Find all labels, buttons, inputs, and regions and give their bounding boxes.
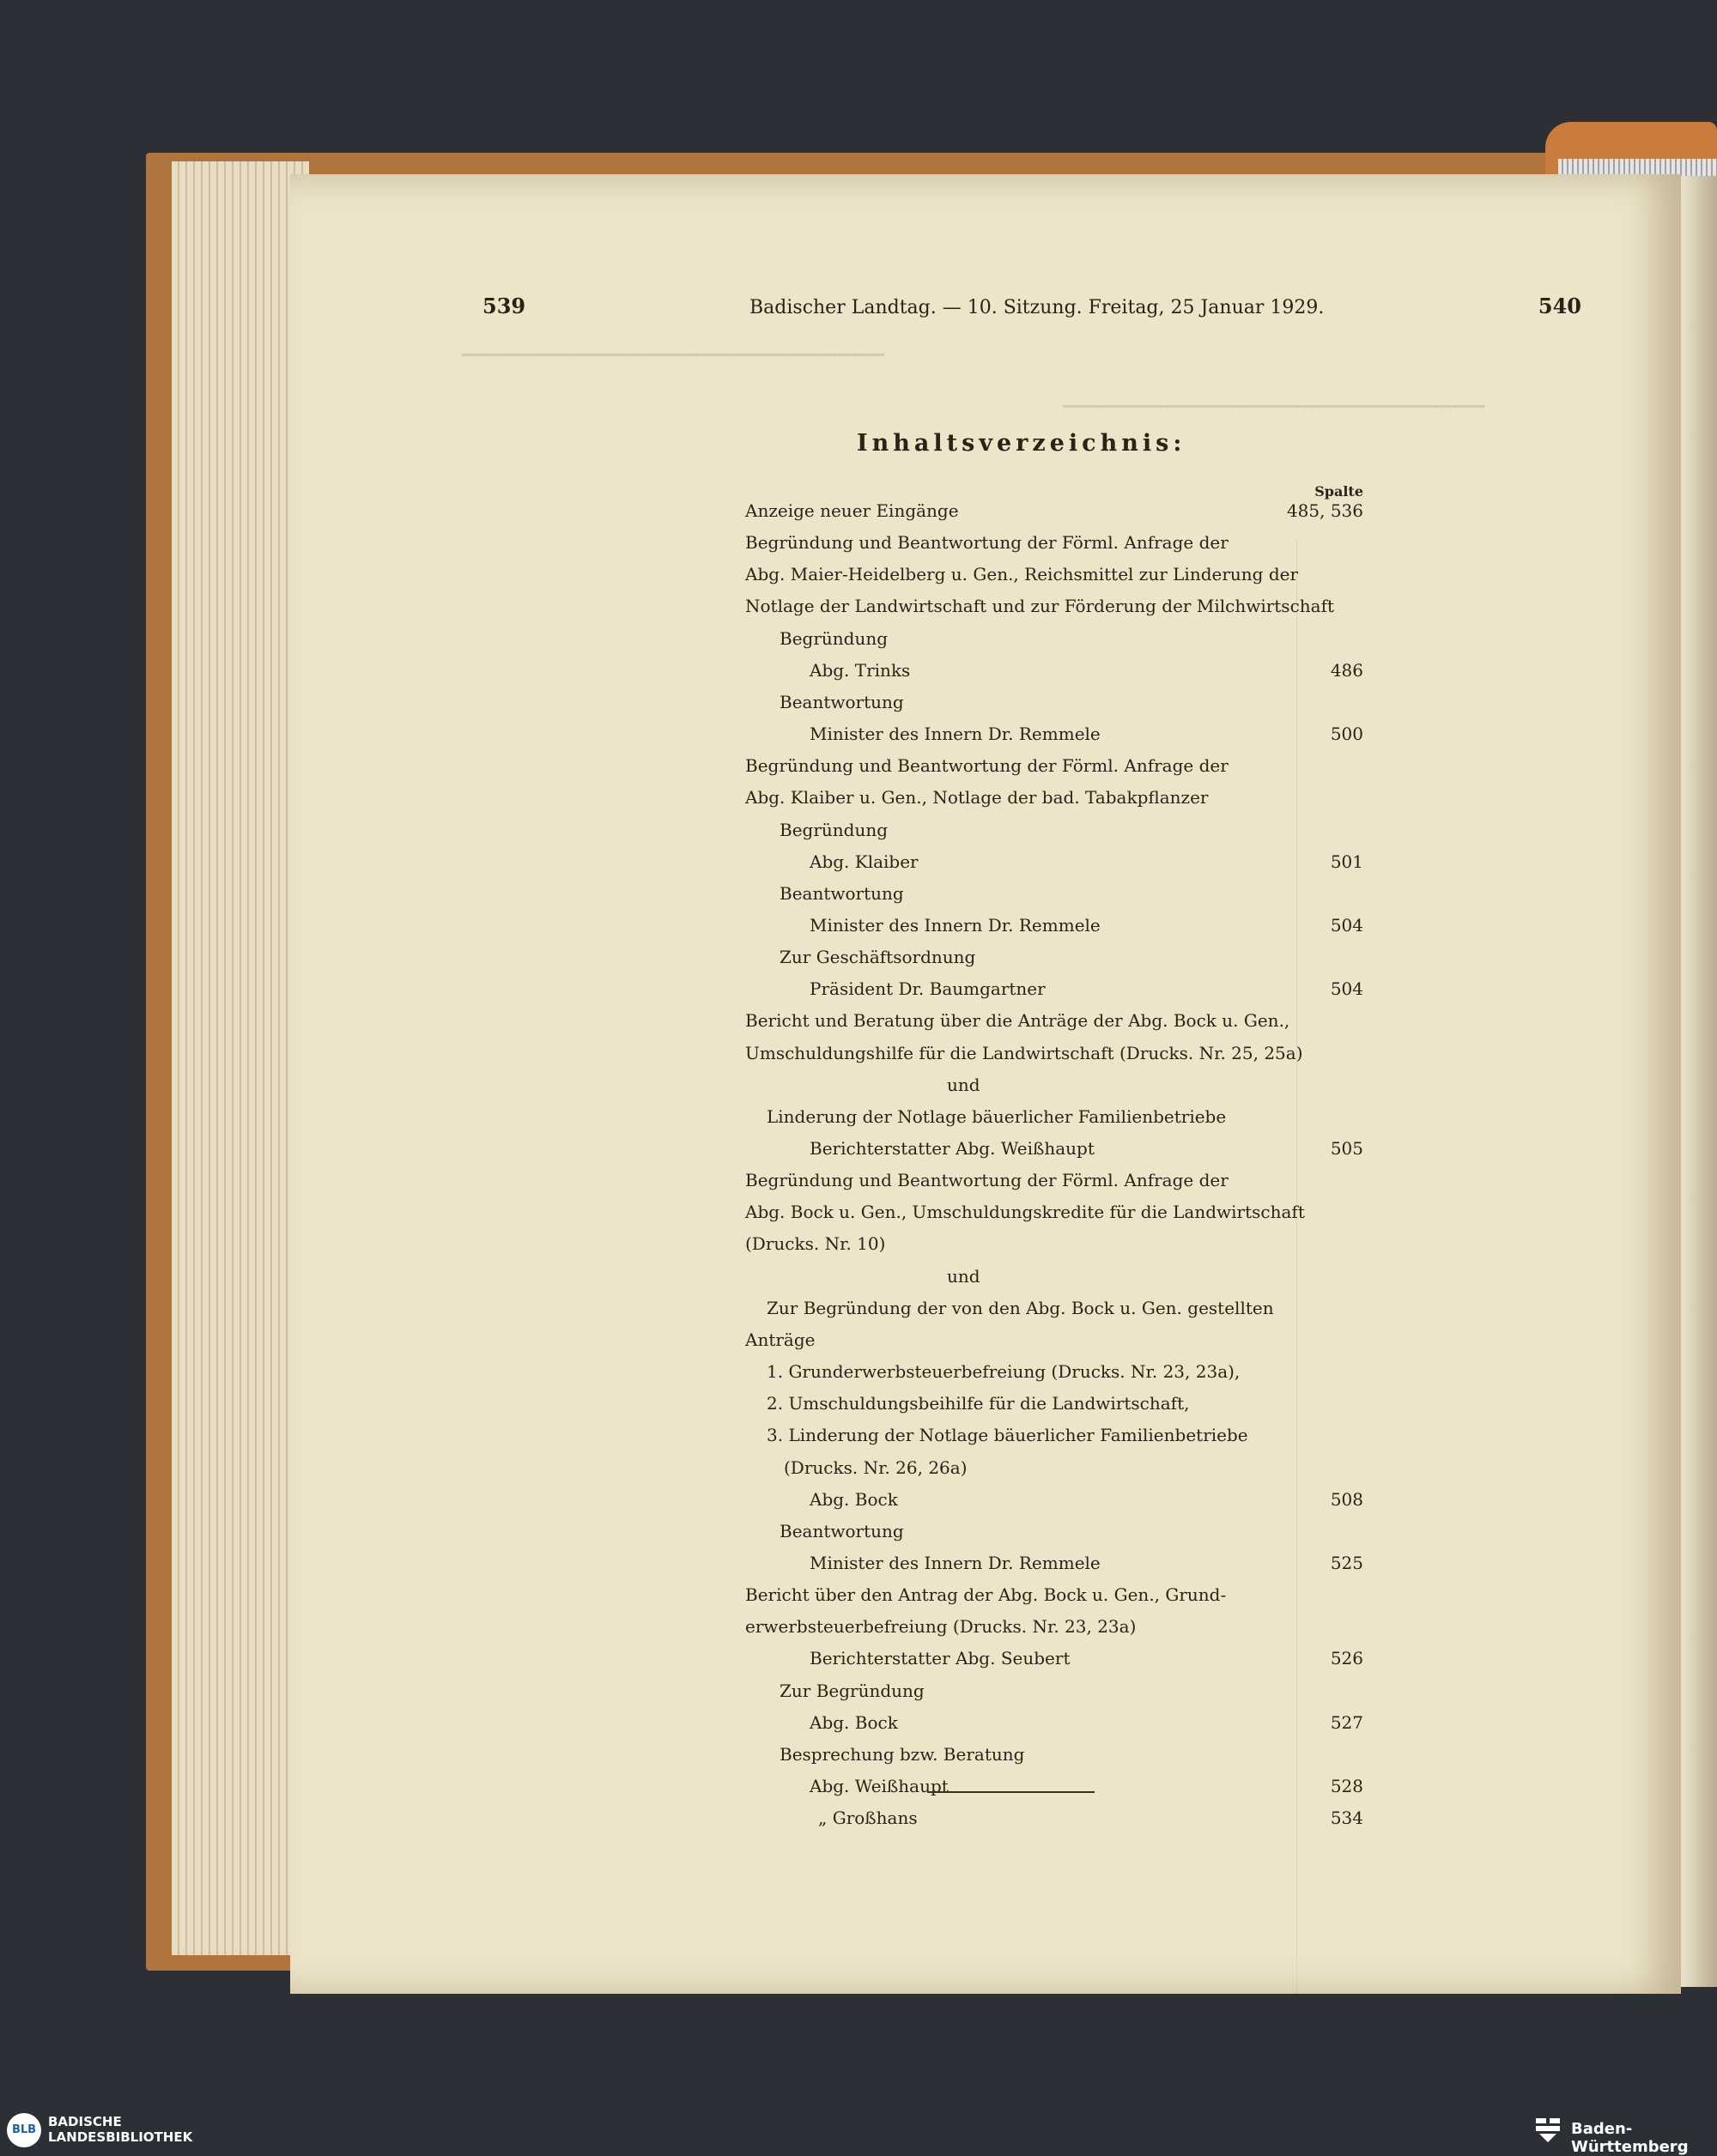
toc-entry-text: Minister des Innern Dr. Remmele: [810, 1553, 1101, 1573]
toc-heading: Inhaltsverzeichnis:: [857, 430, 1186, 457]
toc-entry-text: Zur Begründung: [780, 1681, 925, 1701]
toc-entry-text: Notlage der Landwirtschaft und zur Förderung der Milchwirtschaft: [745, 596, 1335, 616]
toc-entry-text: Zur Begründung der von den Abg. Bock u. Gen. gestellten: [767, 1298, 1274, 1318]
toc-entry-page: 508: [1330, 1489, 1363, 1510]
page-number-left: 539: [482, 294, 526, 318]
toc-entry-text: Minister des Innern Dr. Remmele: [810, 724, 1101, 744]
toc-entry-text: 2. Umschuldungsbeihilfe für die Landwirtschaft,: [767, 1393, 1190, 1414]
toc-entry-text: Bericht und Beratung über die Anträge der Abg. Bock u. Gen.,: [745, 1010, 1290, 1031]
toc-entry-text: und: [947, 1075, 980, 1095]
toc-entry-page: 485, 536: [1286, 500, 1363, 521]
toc-entry-text: 1. Grunderwerbsteuerbefreiung (Drucks. Nr. 23, 23a),: [767, 1361, 1241, 1382]
toc-entry-text: Berichterstatter Abg. Seubert: [810, 1648, 1071, 1668]
toc-entry-text: Abg. Klaiber u. Gen., Notlage der bad. Tabakpflanzer: [745, 787, 1209, 808]
toc-entry-text: erwerbsteuerbefreiung (Drucks. Nr. 23, 23a): [745, 1616, 1137, 1637]
toc-entry-page: 505: [1330, 1138, 1363, 1159]
toc-entry-text: Abg. Bock: [810, 1489, 898, 1510]
toc-entry-text: Präsident Dr. Baumgartner: [810, 978, 1046, 999]
toc-entry-text: Abg. Bock: [810, 1712, 898, 1733]
toc-entry-text: „ Großhans: [818, 1808, 918, 1828]
coat-of-arms-icon: [1532, 2115, 1563, 2144]
document-page: [290, 174, 1681, 1994]
toc-entry-text: Zur Geschäftsordnung: [780, 947, 976, 967]
toc-entry-text: Bericht über den Antrag der Abg. Bock u. Gen., Grund-: [745, 1584, 1227, 1605]
toc-entry-text: Beantwortung: [780, 1521, 904, 1541]
toc-entry-text: Anträge: [745, 1329, 816, 1350]
toc-entry-page: 504: [1330, 915, 1363, 936]
toc-entry-text: Anzeige neuer Eingänge: [745, 500, 959, 521]
viewer-footer: [0, 2110, 1717, 2150]
toc-entry-text: Abg. Trinks: [810, 660, 911, 681]
region-name[interactable]: Baden-Württemberg: [1571, 2120, 1689, 2156]
toc-entry-text: Umschuldungshilfe für die Landwirtschaft (Drucks. Nr. 25, 25a): [745, 1043, 1303, 1063]
toc-entry-text: Beantwortung: [780, 883, 904, 904]
toc-entry-text: Begründung: [780, 820, 889, 840]
toc-entry-text: Abg. Maier-Heidelberg u. Gen., Reichsmittel zur Linderung der: [745, 564, 1299, 584]
toc-entry-page: 500: [1330, 724, 1363, 744]
toc-entry-text: Begründung und Beantwortung der Förml. Anfrage der: [745, 532, 1229, 553]
toc-entry-page: 526: [1330, 1648, 1363, 1668]
closing-rule: [927, 1791, 1095, 1793]
running-header: Badischer Landtag. — 10. Sitzung. Freitag, 25 Januar 1929.: [749, 297, 1325, 318]
page-number-right: 540: [1538, 294, 1581, 318]
toc-entry-text: Begründung und Beantwortung der Förml. Anfrage der: [745, 755, 1229, 776]
toc-entry-page: 504: [1330, 978, 1363, 999]
toc-entry-page: 534: [1330, 1808, 1363, 1828]
toc-entry-text: Begründung und Beantwortung der Förml. Anfrage der: [745, 1170, 1229, 1190]
library-name[interactable]: [48, 2114, 192, 2145]
toc-entry-page: 501: [1330, 851, 1363, 872]
toc-entry-text: und: [947, 1266, 980, 1287]
toc-entry-page: 525: [1330, 1553, 1363, 1573]
toc-entry-text: Besprechung bzw. Beratung: [780, 1744, 1025, 1765]
toc-entry-text: (Drucks. Nr. 10): [745, 1233, 886, 1254]
toc-entry-text: Minister des Innern Dr. Remmele: [810, 915, 1101, 936]
toc-entry-text: Beantwortung: [780, 692, 904, 712]
toc-entry-text: Abg. Klaiber: [810, 851, 919, 872]
bleed-through: ━━━━━━━━━━━━━━━━━━━━━━━━━━━━━━━━━━━━━━━━━━━: [1063, 397, 1485, 416]
toc-entry-text: Abg. Bock u. Gen., Umschuldungskredite für die Landwirtschaft: [745, 1202, 1305, 1222]
page-stack: [172, 161, 309, 1955]
library-name-line1: BADISCHE: [48, 2114, 122, 2129]
toc-entry-text: Begründung: [780, 628, 889, 649]
library-name-line2: LANDESBIBLIOTHEK: [48, 2129, 193, 2145]
toc-entry-text: (Drucks. Nr. 26, 26a): [784, 1457, 968, 1478]
toc-entry-text: Abg. Weißhaupt: [810, 1776, 949, 1796]
column-label: Spalte: [1314, 483, 1363, 500]
bleed-through: ━━━━━━━━━━━━━━━━━━━━━━━━━━━━━━━━━━━━━━━━━━━: [462, 346, 884, 365]
toc-entry-text: Berichterstatter Abg. Weißhaupt: [810, 1138, 1095, 1159]
toc-entry-page: 528: [1330, 1776, 1363, 1796]
library-logo[interactable]: BLB: [7, 2113, 41, 2147]
toc-entry-page: 486: [1330, 660, 1363, 681]
toc-entry-text: 3. Linderung der Notlage bäuerlicher Familienbetriebe: [767, 1425, 1248, 1445]
toc-entry-page: 527: [1330, 1712, 1363, 1733]
toc-entry-text: Linderung der Notlage bäuerlicher Familienbetriebe: [767, 1106, 1227, 1127]
